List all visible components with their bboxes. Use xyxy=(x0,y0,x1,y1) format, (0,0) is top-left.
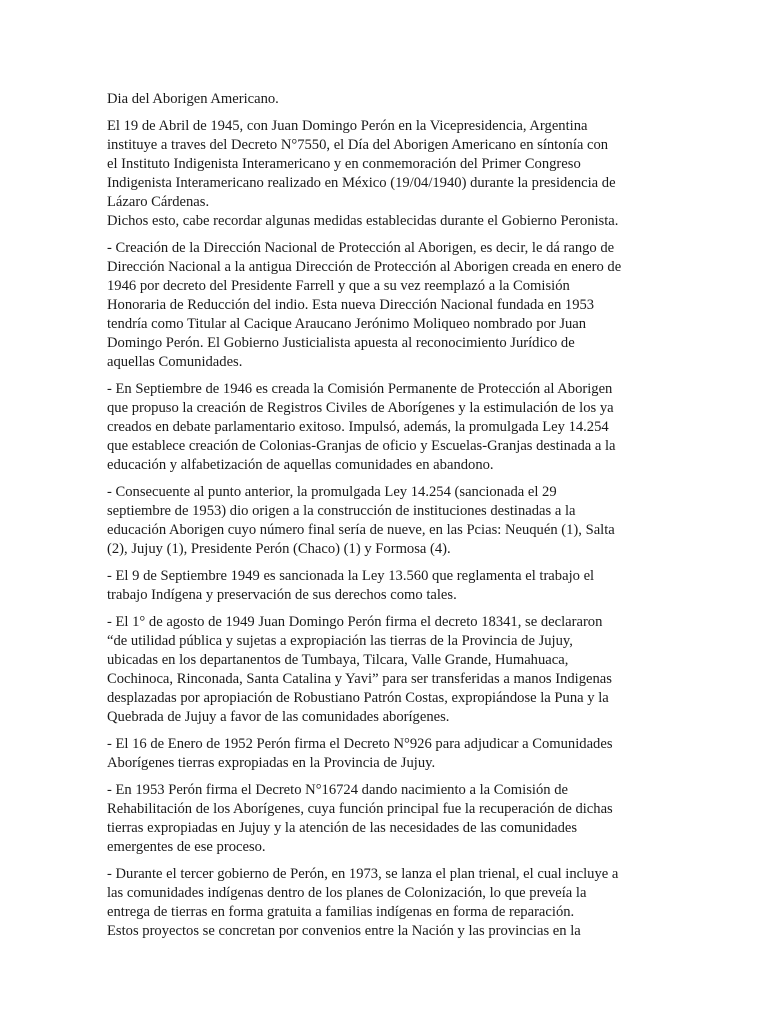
paragraph-direccion-nacional: - Creación de la Dirección Nacional de Protección al Aborigen, es decir, le dá rango de Dirección Nacional a la antigua Dirección de Protección al Aborigen creada en enero de 1946 por decreto del Presidente Farrell y que a su vez reemplazó a la Comisión Honoraria de Reducción del indio. Esta nueva Dirección Nacional fundada en 1953 tendría como Titular al Cacique Araucano Jerónimo Moliqueo nombrado por Juan Domingo Perón. El Gobierno Justicialista apuesta al reconocimiento Jurídico de aquellas Comunidades. xyxy=(107,240,622,370)
document-title: Dia del Aborigen Americano. xyxy=(107,91,279,107)
paragraph-decreto-926: - El 16 de Enero de 1952 Perón firma el Decreto N°926 para adjudicar a Comunidades Aborígenes tierras expropiadas en la Provincia de Jujuy. xyxy=(107,736,613,771)
paragraph-decreto-16724: - En 1953 Perón firma el Decreto N°16724 dando nacimiento a la Comisión de Rehabilitación de los Aborígenes, cuya función principal fue la recuperación de dichas tierras expropiadas en Jujuy y la atención de las necesidades de las comunidades emergentes de ese proceso. xyxy=(107,782,613,855)
document-body xyxy=(107,90,667,949)
paragraph-plan-trienal: - Durante el tercer gobierno de Perón, en 1973, se lanza el plan trienal, el cual incluye a las comunidades indígenas dentro de los planes de Colonización, lo que preveía la entrega de tierras en forma gratuita a familias indígenas en forma de reparación. Estos proyectos se concretan por convenios entre la Nación y las provincias en la xyxy=(107,866,619,939)
paragraph-ley-13560: - El 9 de Septiembre 1949 es sancionada la Ley 13.560 que reglamenta el trabajo el trabajo Indígena y preservación de sus derechos como tales. xyxy=(107,568,595,603)
paragraph-decreto-18341: - El 1° de agosto de 1949 Juan Domingo Perón firma el decreto 18341, se declararon “de utilidad pública y sujetas a expropiación las tierras de la Provincia de Jujuy, ubicadas en los departanentos de Tumbaya, Tilcara, Valle Grande, Humahuaca, Cochinoca, Rinconada, Santa Catalina y Yavi” para ser transferidas a manos Indigenas desplazadas por apropiación de Robustiano Patrón Costas, expropiándose la Puna y la Quebrada de Jujuy a favor de las comunidades aborígenes. xyxy=(107,614,612,725)
paragraph-ley-14254: - Consecuente al punto anterior, la promulgada Ley 14.254 (sancionada el 29 septiembre de 1953) dio origen a la construcción de instituciones destinadas a la educación Aborigen cuyo número final sería de nueve, en las Pcias: Neuquén (1), Salta (2), Jujuy (1), Presidente Perón (Chaco) (1) y Formosa (4). xyxy=(107,484,615,557)
paragraph-comision-permanente: - En Septiembre de 1946 es creada la Comisión Permanente de Protección al Aborigen que propuso la creación de Registros Civiles de Aborígenes y la estimulación de los ya creados en debate parlamentario exitoso. Impulsó, además, la promulgada Ley 14.254 que establece creación de Colonias-Granjas de oficio y Escuelas-Granjas destinada a la educación y alfabetización de aquellas comunidades en abandono. xyxy=(107,381,616,473)
paragraph-decreto-7550: El 19 de Abril de 1945, con Juan Domingo Perón en la Vicepresidencia, Argentina instituye a traves del Decreto N°7550, el Día del Aborigen Americano en síntonía con el Instituto Indigenista Interamericano y en conmemoración del Primer Congreso Indigenista Interamericano realizado en México (19/04/1940) durante la presidencia de Lázaro Cárdenas. Dichos esto, cabe recordar algunas medidas establecidas durante el Gobierno Peronista. xyxy=(107,118,619,229)
